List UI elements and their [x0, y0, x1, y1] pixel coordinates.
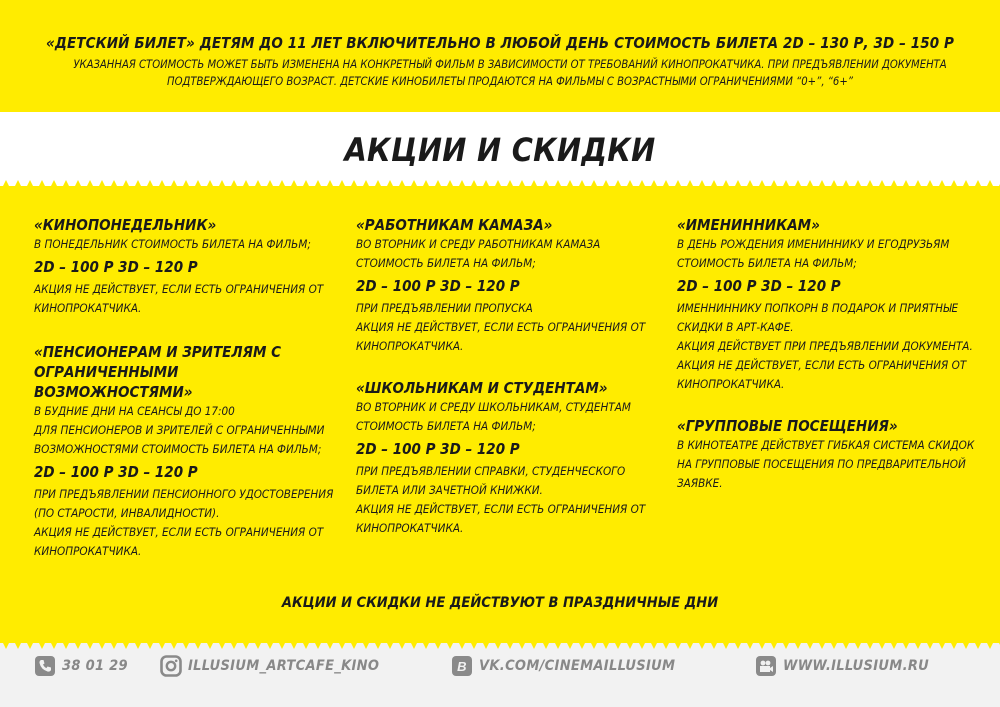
promo-text: КИНОПРОКАТЧИКА.	[356, 521, 464, 535]
promo-title-pensioners: ОГРАНИЧЕННЫМИ	[34, 363, 179, 381]
page-title: АКЦИИ И СКИДКИ	[344, 131, 656, 169]
contact-website[interactable]	[755, 655, 929, 677]
promo-column-2	[356, 215, 646, 538]
promo-price: 2D – 100 Р 3D – 120 Р	[677, 277, 841, 295]
promo-price: 2D – 100 Р 3D – 120 Р	[356, 277, 520, 295]
promo-text: (ПО СТАРОСТИ, ИНВАЛИДНОСТИ).	[34, 506, 220, 520]
promo-text: ПРИ ПРЕДЪЯВЛЕНИИ ПЕНСИОННОГО УДОСТОВЕРЕНИЯ	[34, 487, 334, 501]
contact-vk[interactable]	[451, 655, 675, 677]
promo-title-pensioners: «ПЕНСИОНЕРАМ И ЗРИТЕЛЯМ С	[34, 343, 282, 361]
svg-text:B: B	[457, 659, 467, 674]
vk-link: VK.COM/CINEMAILLUSIUM	[479, 658, 676, 674]
promo-text: КИНОПРОКАТЧИКА.	[34, 301, 142, 315]
phone-number: 38 01 29	[62, 658, 128, 674]
kids-note-line: ПОДТВЕРЖДАЮЩЕГО ВОЗРАСТ. ДЕТСКИЕ КИНОБИЛЕТЫ ПРОДАЮТСЯ НА ФИЛЬМЫ С ВОЗРАСТНЫМИ ОГРАНИЧЕНИЯМИ “0+”, “6+”	[167, 75, 853, 88]
promo-text: АКЦИЯ НЕ ДЕЙСТВУЕТ, ЕСЛИ ЕСТЬ ОГРАНИЧЕНИЯ ОТ	[356, 320, 646, 334]
promo-price: 2D – 100 Р 3D – 120 Р	[34, 463, 198, 481]
promo-text: В БУДНИЕ ДНИ НА СЕАНСЫ ДО 17:00	[34, 404, 235, 418]
kids-note-line: УКАЗАННАЯ СТОИМОСТЬ МОЖЕТ БЫТЬ ИЗМЕНЕНА НА КОНКРЕТНЫЙ ФИЛЬМ В ЗАВИСИМОСТИ ОТ ТРЕБОВАНИЙ КИНОПРОКАТЧИКА. ПРИ ПРЕДЪЯВЛЕНИИ ДОКУМЕНТА	[73, 58, 947, 71]
promo-text: СТОИМОСТЬ БИЛЕТА НА ФИЛЬМ;	[356, 256, 536, 270]
promo-text: В ПОНЕДЕЛЬНИК СТОИМОСТЬ БИЛЕТА НА ФИЛЬМ;	[34, 237, 311, 251]
contact-phone[interactable]	[34, 655, 128, 677]
promo-column-3	[677, 215, 977, 493]
instagram-handle: ILLUSIUM_ARTCAFE_KINO	[188, 658, 380, 674]
promo-text: ЗАЯВКЕ.	[677, 476, 723, 490]
promo-text: ДЛЯ ПЕНСИОНЕРОВ И ЗРИТЕЛЕЙ С ОГРАНИЧЕННЫМИ	[34, 423, 325, 437]
promo-price: 2D – 100 Р 3D – 120 Р	[34, 258, 198, 276]
promo-text: КИНОПРОКАТЧИКА.	[34, 544, 142, 558]
promo-text: СКИДКИ В АРТ-КАФЕ.	[677, 320, 794, 334]
promo-text: АКЦИЯ НЕ ДЕЙСТВУЕТ, ЕСЛИ ЕСТЬ ОГРАНИЧЕНИЯ ОТ	[677, 358, 967, 372]
vk-icon	[451, 655, 473, 677]
kids-ticket-note	[70, 56, 950, 90]
promo-title-students: «ШКОЛЬНИКАМ И СТУДЕНТАМ»	[356, 379, 608, 397]
instagram-icon	[160, 655, 182, 677]
promo-text: ВО ВТОРНИК И СРЕДУ РАБОТНИКАМ КАМАЗА	[356, 237, 601, 251]
promo-title-monday: «КИНОПОНЕДЕЛЬНИК»	[34, 216, 217, 234]
holiday-note: АКЦИИ И СКИДКИ НЕ ДЕЙСТВУЮТ В ПРАЗДНИЧНЫЕ ДНИ	[281, 595, 719, 611]
promo-text: СТОИМОСТЬ БИЛЕТА НА ФИЛЬМ;	[356, 419, 536, 433]
promo-text: ВО ВТОРНИК И СРЕДУ ШКОЛЬНИКАМ, СТУДЕНТАМ	[356, 400, 631, 414]
kids-ticket-title: «ДЕТСКИЙ БИЛЕТ» ДЕТЯМ ДО 11 ЛЕТ ВКЛЮЧИТЕЛЬНО В ЛЮБОЙ ДЕНЬ СТОИМОСТЬ БИЛЕТА 2D – 130 Р, 3D – 150 Р	[46, 34, 954, 52]
promo-text: НА ГРУППОВЫЕ ПОСЕЩЕНИЯ ПО ПРЕДВАРИТЕЛЬНОЙ	[677, 457, 966, 471]
promo-column-1	[34, 215, 334, 561]
promo-title-birthday: «ИМЕНИННИКАМ»	[677, 216, 820, 234]
promo-text: В КИНОТЕАТРЕ ДЕЙСТВУЕТ ГИБКАЯ СИСТЕМА СКИДОК	[677, 438, 975, 452]
promo-text: БИЛЕТА ИЛИ ЗАЧЕТНОЙ КНИЖКИ.	[356, 483, 543, 497]
promo-text: СТОИМОСТЬ БИЛЕТА НА ФИЛЬМ;	[677, 256, 857, 270]
promo-text: ПРИ ПРЕДЪЯВЛЕНИИ СПРАВКИ, СТУДЕНЧЕСКОГО	[356, 464, 626, 478]
promo-text: КИНОПРОКАТЧИКА.	[677, 377, 785, 391]
promo-price: 2D – 100 Р 3D – 120 Р	[356, 440, 520, 458]
website-link: WWW.ILLUSIUM.RU	[783, 658, 930, 674]
promo-text: КИНОПРОКАТЧИКА.	[356, 339, 464, 353]
phone-icon	[34, 655, 56, 677]
promo-text: АКЦИЯ НЕ ДЕЙСТВУЕТ, ЕСЛИ ЕСТЬ ОГРАНИЧЕНИЯ ОТ	[34, 525, 324, 539]
promo-text: АКЦИЯ НЕ ДЕЙСТВУЕТ, ЕСЛИ ЕСТЬ ОГРАНИЧЕНИЯ ОТ	[34, 282, 324, 296]
promo-text: ВОЗМОЖНОСТЯМИ СТОИМОСТЬ БИЛЕТА НА ФИЛЬМ;	[34, 442, 322, 456]
promo-title-kamaz: «РАБОТНИКАМ КАМАЗА»	[356, 216, 553, 234]
promo-text: ИМЕННИННИКУ ПОПКОРН В ПОДАРОК И ПРИЯТНЫЕ	[677, 301, 959, 315]
promo-text: АКЦИЯ НЕ ДЕЙСТВУЕТ, ЕСЛИ ЕСТЬ ОГРАНИЧЕНИЯ ОТ	[356, 502, 646, 516]
zigzag-bottom	[0, 637, 1000, 649]
promo-text: ПРИ ПРЕДЪЯВЛЕНИИ ПРОПУСКА	[356, 301, 533, 315]
camera-icon	[755, 655, 777, 677]
promo-text: В ДЕНЬ РОЖДЕНИЯ ИМЕНИННИКУ И ЕГОДРУЗЬЯМ	[677, 237, 950, 251]
contact-instagram[interactable]	[160, 655, 379, 677]
promo-title-pensioners: ВОЗМОЖНОСТЯМИ»	[34, 383, 193, 401]
promo-text: АКЦИЯ ДЕЙСТВУЕТ ПРИ ПРЕДЪЯВЛЕНИИ ДОКУМЕНТА.	[677, 339, 973, 353]
promo-title-group: «ГРУППОВЫЕ ПОСЕЩЕНИЯ»	[677, 417, 898, 435]
